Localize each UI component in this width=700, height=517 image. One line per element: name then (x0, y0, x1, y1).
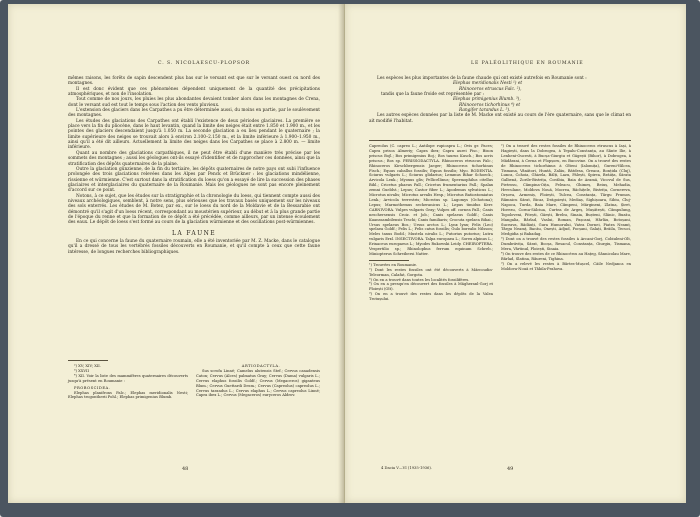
species-list: Capreolus (C. capreo L.; Antilope rupicapra L.; Ovis gr. Paces; Capra prisca Almeriy; Capra ibex; Capra aurei Fisc.; Bison priscus Bojl.; Bos primigenius Boj.; Bos taurus Kusch.; Bos acris priscus.; Bos sp. PERISSODACTYLA. Rhinoceros etruscus Falc.; Rhinoceros Kirschbergensis Jaeger; Rhinoceros tichorhinus Fisch.; Equus caballus fossilis; Equus fossilis; Myo. RODENTIA. Sciurus vulgaris L.; Sciurus glidarius; Lemmus Bihar Schoeck.; Arvicola Lenk.; Myoxus glis; Pellicellinus; Spermophilus citellus Bihl.; Cricetus phaeus Pall.; Cricetus frumentarius Pall.; Spalax zemni Gueldst.; Lepus; Castor fiber L.; Apodemus sylvaticus L.; Microtus nivalis; Microtus arvalis Hesp.; Microtus Batiostomiatus Lenk.; Arvicola terrestris; Microtus sp. Lagomys (Ochotona); Lepus; Marmothemus secheranicus L.; Lepus timidus Kerr. CARNIVORA. Vulpes vulgaris Gray; Vulpes off. cornea Pall.; Canis neschersensis Croiz. et Job.; Canis spelaeus Goldf.; Canis Kuanssambilensis Teschi; Canis familiaris; Crocuta spelaea Bihai.; Ursus spelaeus Bos.; Ursus arctos L.; Lynx lynx; Felis (Leo) spelaea Goldf.; Felis L.; Felis catus fossilis; Gulo borealis Nilsson; Meles taxus Bodd.; Mustela nivalis L.; Putorius putorius; Lutra vulgaris Erxl. INSECTIVORA. Talpa europaea L.; Sorex alpinus L.; Erinaceus europaeus L.; Myodes Rukowski Leidy. CHEIROPTERA. Vespertilio sp.; Rhinolophus ferrum equinum Schreb.; Miniopterus Schreibersi Natter. (369, 144, 493, 256)
list-heading: ARTIODACTYLA. (241, 364, 281, 368)
list-rule (369, 140, 631, 141)
footnote-text: ²) On a trouvé des restes fossiles de Rhinoceros etruscus à Iași, à Hagiești, dans la Dobrogea, à Tepalu-Constanța, au Sânte Ilie, à Lenheni-Oucesti, à Bucșa-Giurgiu et Găgești (Bihor), à Dobrogea, à Mădârani, à Cerna et Plopșoru, en Bucovine. On a trouvé des restes de Rhinoceros tichorhinus à Olteni (Ialomița), Gureni-Vâlcea, Tismana, Vânători, Huntă, Zalău, Bătdesa, Greaca, Bonțida (Cluj), Lunca, Cohoia, Ghizela, Bălți, Lazu, Fălești, Spirea, Brăiița, Sărata Galbenă, Zorile-Bistrița, Corăbia, Baia de Aramă, Vicovul de Sus, Pietrosu, Câmpina-Oița, Feleacu, Ghimeș, Beiuș, Mehadia, Herculane, Moldova Nouă, Mocrea, Răchițele, Bistrița, Cornereva, Orșova, Armeniș, Ploiești, Tulcea, Constanța, Târgu Frumos, Râmnicu Sărat, Bicaz, Drăgoiești, Mediaș, Sighișoara, Sibiu, Cluj-Napoca, Turda, Baia Mare, Câmpeni, Mărgineni, Zlatna, Șiret, Horezu, Cornu-Sălciua, Curtea de Argeș, Mușătești, Câmpulung, Topoloveni, Pitești, Găești, Brebu, Sinaia, Bușteni, Slănic, Buzău, Mangalia, Bârlad, Vaslui, Roman, Pașcani, Hârlău, Botoșani, Suceava, Rădăuți, Gura Humorului, Vatra Dornei, Piatra Neamț, Târgu Neamț, Bacău, Onești, Adjud, Focșani, Galați, Brăila, Tecuci, Medgidia și Babadag. (501, 144, 631, 237)
list-entry: Elephas planifrons Falc.; Elephas meridionalis Nesti; Elephas trogontherii Pohl.; Elephas primigenius Blumb. (68, 390, 188, 400)
right-running-head: LE PALÉOLITHIQUE EN ROUMANIE (471, 61, 584, 66)
footnote: ²) Dont les restes fossiles ont été découverts à Mărcoudin-Teleorman, Calafat, Gorgota. (369, 267, 493, 277)
species-line: Elephas primigenius Blumb. ³), (453, 97, 521, 103)
footnote: ⁵) On en a trouvé des restes dans les dépôts de la Valea Trotușului. (369, 292, 493, 302)
paragraph: Les études des glaciations des Carpathes ont établi l'existence de deux périodes glaciaires. La première se place vers la fin du pliocène, dans le haut levantin, quand la limite des neiges était entre 1.850 et 1.900 m., et les pointes des glaciers descendaient jusqu'à 1.050 m. La seconde glaciation a eu lieu pendant le quaternaire ; la limite supérieure des neiges se trouvait alors à environ 2.100–2.150 m., et la limite inférieure à 1.900–1.950 m., ainsi qu'il a été dit ailleurs. Actuellement la limite des neiges dans les Carpathes se place à 2.800 m. — limite inférieure. (68, 118, 320, 151)
right-page-number: 49 (507, 466, 514, 472)
paragraph: mêmes raisons, les forêts de sapin descendent plus bas sur le versant est que sur le versant ouest ou nord des montagnes. (68, 76, 320, 87)
right-right-column (501, 144, 631, 272)
species-line: Rangifer tarandus L. ⁵). (459, 108, 511, 114)
paragraph: Quant au nombre des glaciations carpathiques, il ne peut être établi d'une manière très précise par les sommets des montagnes ; aussi les géologues ont-ils essayé d'identifier et de rapprocher ces données, ainsi que la stratification des dépôts quaternaires de la plaine. (68, 150, 320, 167)
list-entry: Sus scrofa Linné; Camelus alutensis Stef.; Cervus canadensis Caton; Cervus (Alces) palmatus Gray; Cervus (Dama) vulgaris L.; Cervus elaphus fossilis Goldf.; Cervus (Megaceros) giganteus Blum.; Cervus Guettardi Desm.; Cervus (Capreolus) capreolus L.; Cervus tarandus L.; Cervus elaphus L.; Cervus capreolus Linné; Capra ibex L.; Cervus (Megaceros) euryceros Aldrov. (196, 368, 320, 398)
paragraph: Il est donc évident que ces phénomènes dépendent uniquement de la quantité des précipitations atmosphériques, et non de l'insolation. (68, 86, 320, 98)
paragraph: L'extension des glaciers dans les Carpathes a pu être déterminée aussi, du moins en partie, par le soulèvement des montagnes. (68, 108, 320, 119)
left-running-head: C. S. NICOLAESCU-PLOPSOR (158, 61, 250, 66)
footnote: ¹) Trouvées en Roumanie. (369, 262, 418, 267)
paragraph: Les autres espèces données par la liste de M. Macke ont existé au cours de l'ère quaternaire, sans que le climat en ait modifié l'habitat. (369, 113, 631, 124)
footnote: ⁴) On trouve des restes de ce Rhinocéros au Hațeg, Sânnicolau Mare, Bârlad, Slatina, Râureni, Tighina. (501, 251, 631, 261)
left-body-text (68, 76, 320, 255)
species-line: Rhinoceros tichorhinus ⁴) et (459, 102, 521, 108)
left-list-artiodactyla (196, 364, 320, 398)
fauna-paragraph: En ce qui concerne la faune du quaternaire roumain, elle a été inventoriée par M. Z. Macke, dans le catalogue qu'il a dressé de tous les vertébrés fossiles découverts en Roumanie, et qu'il compte à ceux que cette faune intéresse, de longues recherches bibliographiques. (68, 238, 320, 255)
footnote-rule (68, 360, 108, 361)
footnote: ³) XXVII (74, 368, 89, 373)
right-page (345, 4, 686, 503)
footnote: ²) XV; XIV; XII. (74, 364, 101, 368)
paragraph: Tout comme de nos jours, les pluies les plus abondantes devaient tomber alors dans les montagnes de Crena, dont le versant sud est tout le temps sous l'action des vents pluvieux. (68, 97, 320, 108)
species-line: Elephas meridionalis Nesti ¹) et (453, 81, 523, 87)
paragraph: Notons, à ce sujet, que les études sur la stratigraphie et la chronologie du loess, qui tiennent compte aussi des niveaux archéologiques, semblent, à notre sens, plus sérieuses que les travaux basés uniquement sur les niveaux des sols enterrés. Les études de M. Botez, par ex., sur le loess du nord de la Moldavie et de la Bessarabie ont démontré qu'il s'agit d'un loess récent, correspondant au moustérien supérieur, au début et à la plus grande partie de l'époque du renne et que la formation de ce dépôt a été précédée, comme ailleurs, par un intense écoulement des eaux. Le dépôt de loess s'est formé au cours de la glaciation würmienne et des oscillations post-würmiennes. (68, 193, 320, 226)
footnote: ⁵) On a relevé les restes à Bârtes-Mușcel, Căile Nedjanca en Moldova-Nouă et Tâhila-Prahova. (501, 261, 631, 271)
left-footnotes (68, 364, 188, 400)
footnote: ³) On en a trouvé dans toutes les localités fossilifères. (369, 277, 470, 282)
list-heading: PROBOSCIDEA. (74, 385, 111, 390)
signature-note: 4 Dacia V—VI (1935-1936). (381, 466, 432, 470)
footnote: ⁴) On en a presqu'en découvert des fossiles à Măgheranl-Gorj et Ploiești (Olt). (369, 282, 493, 292)
paragraph: Outre la glaciation günzienne, de la fin du tertiaire, les dépôts quaternaires de notre pays ont subi l'influence prolongée des trois glaciations relevées dans les Alpes par Penck et Brückner : les glaciations mindélienne, rissienne et würmienne. C'est surtout dans la stratification du loess qu'on a essayé de lire la succession des phases glaciaires et interglaciaires du quaternaire de la Roumanie. Mais les géologues ne sont pas encore pleinement d'accord sur ce point. (68, 166, 320, 194)
species-line: Rhinoceros etruscus Falc. ²), (459, 86, 522, 92)
left-page (8, 4, 345, 503)
left-page-number: 48 (182, 466, 189, 472)
section-title-faune: LA FAUNE (171, 229, 217, 237)
footnote: ⁴) XII. Voir la liste des mammifères quaternaires découverts jusqu'à présent en Roumanie : (68, 373, 188, 383)
footnote: ³) Dont on a trouvé des restes fossiles à Arcani-Gorj, Cobiuleni-Olt, Dumbrăvița, Sărat, Bocșa, Resacul, Constanța, Giurgiu, Tismana, Mera, Vârtinul, Ploiești, Sinaia. (501, 237, 631, 252)
footnote-rule (369, 260, 409, 261)
paragraph: Les espèces les plus importantes de la faune chaude qui ont existé autrefois en Roumanie sont : (377, 76, 587, 81)
paragraph: tandis que la faune froide est représentée par : (381, 92, 484, 98)
right-intro-text (369, 76, 631, 124)
right-left-column (369, 144, 493, 302)
